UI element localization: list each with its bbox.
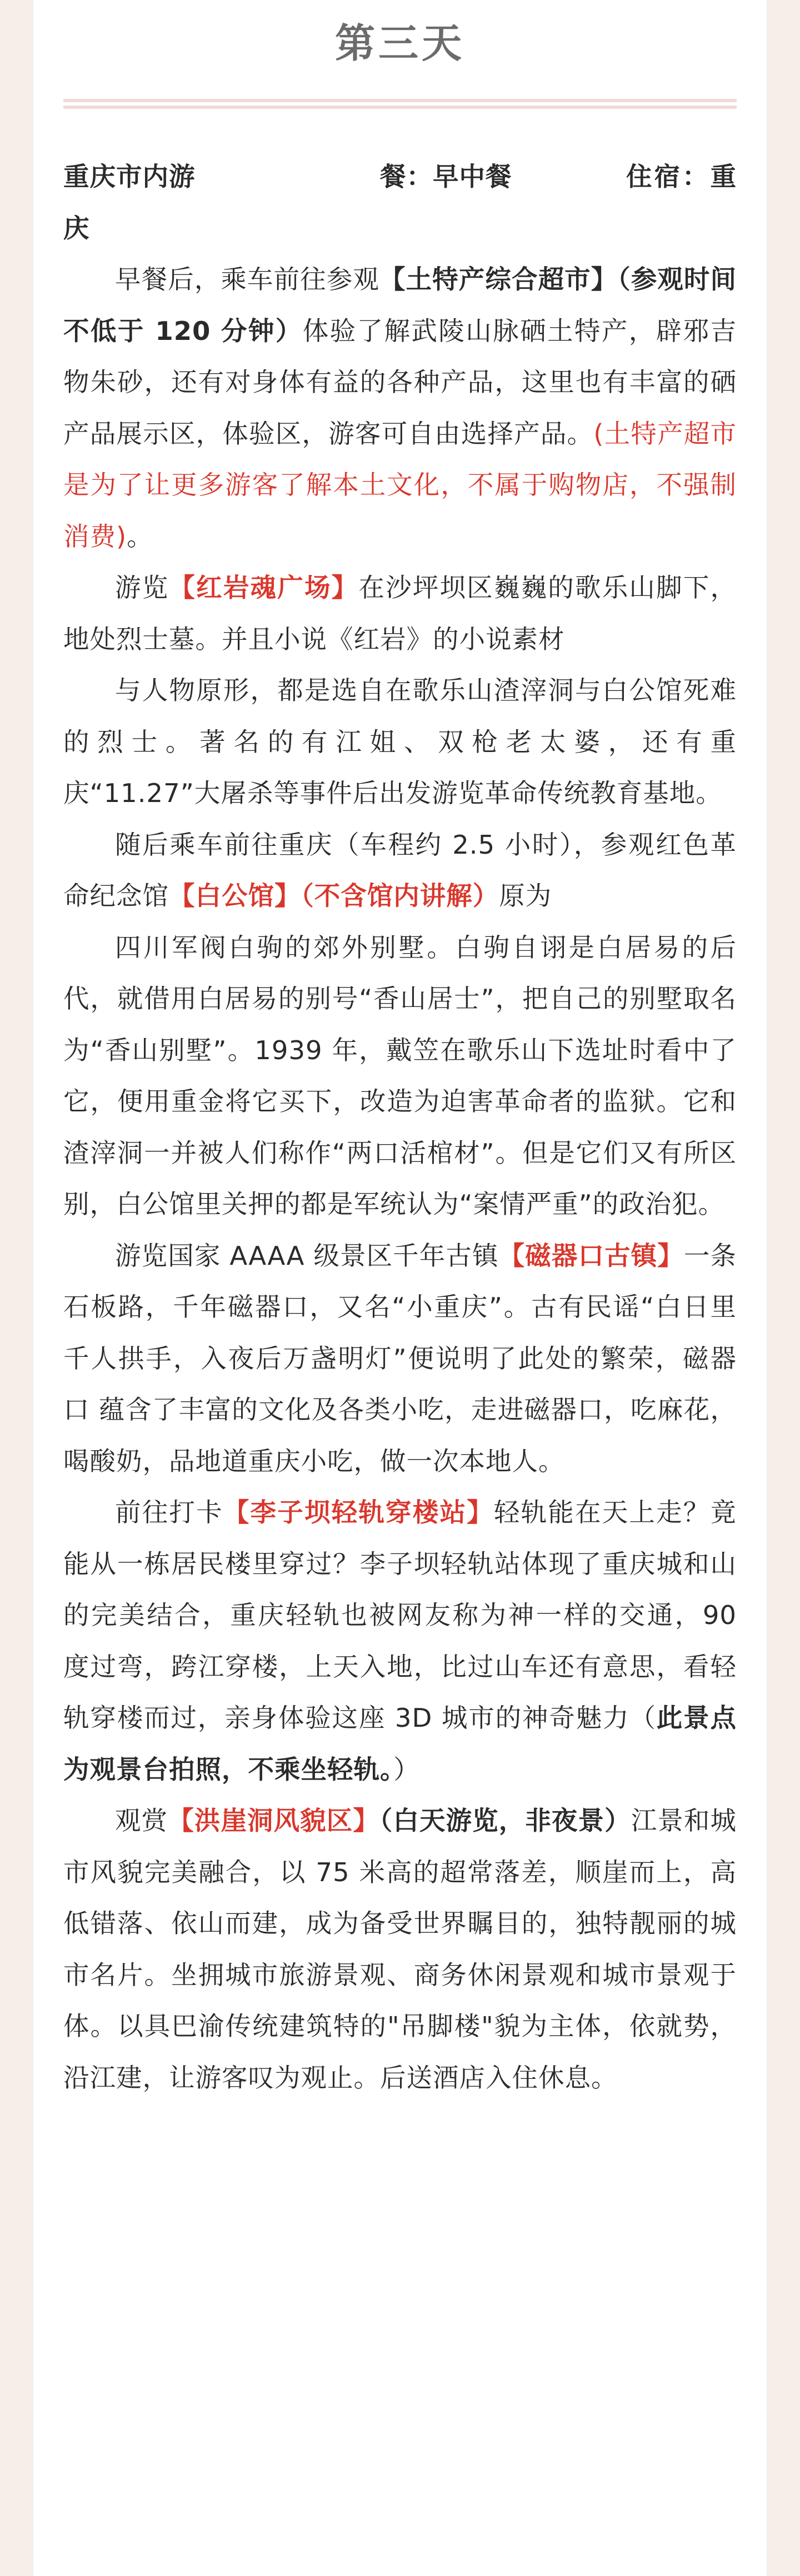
day-meta bbox=[63, 151, 737, 254]
paragraph bbox=[63, 1487, 737, 1795]
text-run: 游览国家 AAAA 级景区千年古镇 bbox=[115, 1240, 499, 1271]
stay-label-start: 住 bbox=[624, 162, 654, 192]
paragraph bbox=[63, 665, 737, 819]
stay-label-rest: 宿：重庆 bbox=[63, 162, 737, 243]
bold-note: 此景点为观景台拍照，不乘坐轻轨。 bbox=[63, 1703, 737, 1785]
text-run: 随后乘车前往重庆（车程约 2.5 小时），参观红色革命纪念馆 bbox=[63, 829, 737, 911]
divider-line-top bbox=[63, 99, 737, 102]
text-run: 体验了解武陵山脉硒土特产，辟邪吉物朱砂，还有对身体有益的各种产品，这里也有丰富的硒产品展示区，体验区，游客可自由选择产品。 bbox=[63, 315, 737, 449]
text-run: 早餐后，乘车前往参观 bbox=[115, 264, 379, 294]
route-label: 重庆市内游 bbox=[63, 162, 196, 192]
text-run: 前往打卡 bbox=[115, 1497, 223, 1527]
title-divider bbox=[63, 99, 737, 111]
bold-note: 【土特产综合超市】（参观时间不低于 120 分钟） bbox=[63, 264, 737, 346]
highlight-attraction: 【磁器口古镇】 bbox=[498, 1240, 684, 1271]
text-run: 游览 bbox=[115, 573, 169, 603]
divider-line-bottom bbox=[63, 106, 737, 109]
text-run: 原为 bbox=[499, 881, 552, 911]
day-title: 第三天 bbox=[334, 20, 465, 67]
highlight-attraction: 【红岩魂广场】 bbox=[169, 573, 359, 603]
paragraph bbox=[63, 562, 737, 665]
paragraph bbox=[63, 922, 737, 1230]
highlight-attraction: 【李子坝轻轨穿楼站】 bbox=[223, 1497, 494, 1527]
highlight-attraction: 【白公馆】（不含馆内讲解） bbox=[169, 881, 499, 911]
paragraph bbox=[63, 1230, 737, 1487]
text-run: 在沙坪坝区巍巍的歌乐山脚下，地处烈士墓。并且小说《红岩》的小说素材 bbox=[63, 573, 737, 654]
text-run: 观赏 bbox=[115, 1806, 168, 1836]
text-run: 与人物原形，都是选自在歌乐山渣滓洞与白公馆死难的烈士。著名的有江姐、双枪老太婆，还有重庆“11.27”大屠杀等事件后出发游览革命传统教育基地。 bbox=[63, 675, 737, 808]
article-card bbox=[33, 0, 767, 2576]
meals-label: 餐：早中餐 bbox=[380, 162, 512, 192]
highlight-attraction: 【洪崖洞风貌区】 bbox=[168, 1806, 379, 1836]
text-run: 轻轨能在天上走？竟能从一栋居民楼里穿过？李子坝轻轨站体现了重庆城和山的完美结合，重庆轻轨也被网友称为神一样的交通，90 度过弯，跨江穿楼，上天入地，比过山车还有意思，看轻轨穿楼而过，亲身体验这座 3D 城市的神奇魅力（ bbox=[63, 1497, 737, 1733]
text-run: 四川军阀白驹的郊外别墅。白驹自诩是白居易的后代，就借用白居易的别号“香山居士”，把自己的别墅取名为“香山别墅”。1939 年，戴笠在歌乐山下选址时看中了它，便用重金将它买下，改造为迫害革命者的监狱。它和渣滓洞一并被人们称作“两口活棺材”。但是它们又有所区别，白公馆里关押的都是军统认为“案情严重”的政治犯。 bbox=[63, 932, 737, 1219]
text-run: 一条石板路，千年磁器口，又名“小重庆”。古有民谣“白日里千人拱手，入夜后万盏明灯”便说明了此处的繁荣，磁器口 蕴含了丰富的文化及各类小吃，走进磁器口，吃麻花，喝酸奶，品地道重庆小吃，做一次本地人。 bbox=[63, 1240, 737, 1476]
text-run: 江景和城市风貌完美融合，以 75 米高的超常落差，顺崖而上，高低错落、依山而建，成为备受世界瞩目的，独特靓丽的城市名片。坐拥城市旅游景观、商务休闲景观和城市景观于体。以具巴渝传统建筑特的"吊脚楼"貌为主体，依就势，沿江建，让游客叹为观止。后送酒店入住休息。 bbox=[63, 1806, 737, 2093]
bold-note: （白天游览，非夜景） bbox=[379, 1806, 631, 1836]
text-run: ） bbox=[393, 1754, 420, 1785]
paragraph bbox=[63, 254, 737, 562]
paragraph bbox=[63, 819, 737, 922]
text-run: 。 bbox=[127, 521, 153, 552]
paragraph bbox=[63, 1795, 737, 2103]
highlight-note: (土特产超市是为了让更多游客了解本土文化，不属于购物店，不强制消费) bbox=[63, 418, 737, 552]
article-body bbox=[63, 151, 737, 2103]
